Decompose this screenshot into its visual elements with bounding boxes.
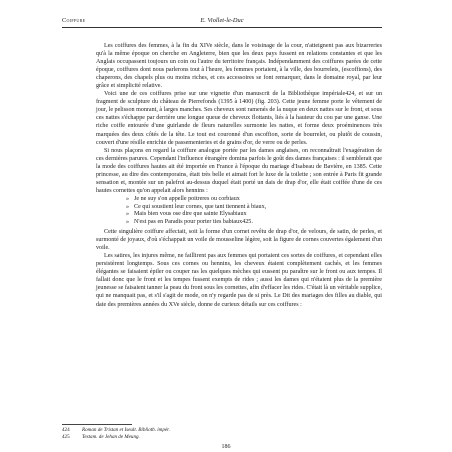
paragraph: Cette singulière coiffure affectait, soit la forme d'un cornet revêtu de drap d'or, de velours, de satin, de perles, et surmonté de joyaux, d'où s'échappait un voile de mousseline légère, soit la figure de cornes couvertes également d'un voile. [96, 229, 382, 252]
footnote [62, 434, 382, 441]
bullet-icon: » [126, 203, 130, 210]
verse-line: » Mais bien vous ose dire que sainte Elysabiaux [126, 211, 247, 218]
header-section: Coiffure [62, 17, 86, 24]
bullet-icon: » [126, 195, 130, 202]
bullet-icon: » [126, 211, 130, 218]
paragraph: Les coiffures des femmes, à la fin du XIVe siècle, dans le voisinage de la cour, n'atteignent pas aux bizarreries qu'à la même époque on cherche en Angleterre, bien que les deux pays fussent en relations constantes et que les Anglais occupassent toujours un coin ou l'autre du territoire français. Indépendamment des coiffures parées de cette époque, coiffures dont nous parlerons tout à l'heure, les femmes portaient, à la ville, des bourrelets, (escoffions), des chaperons, des chapels plus ou moins riches, et ces accessoires se font remarquer, dans le domaine royal, par leur grâce et simplicité relative. [96, 43, 382, 90]
body-text [96, 42, 382, 309]
header-rule [62, 27, 382, 28]
footnote-number: 425 [62, 434, 70, 440]
header-author: E. Viollet-le-Duc [200, 17, 244, 24]
footnote-text: Roman de Tristan et Iseult. Biblioth. impér. [82, 427, 170, 433]
paragraph: Les satires, les injures même, ne faillirent pas aux femmes qui portaient ces sortes de coiffures, et cependant elles persistèrent longtemps. Sous ces cornes ou hennins, les cheveux étaient complètement cachés, et les femmes élégantes se faisaient épiler ou couper ras les quelques mèches qui eussent pu paraître sur le front ou aux tempes. Il fallait donc que le front et les tempes fussent exempts de rides ; aussi les dames qui n'étaient plus de la première jeunesse se faisaient tanner la peau du front sous les cornettes, afin d'effacer les rides. C'était là un véritable supplice, qui ne manquait pas, et s'il s'agit de mode, on n'y regarde pas de si près. Le Dit des mariages des filles au diable, qui date des premières années du XVe siècle, donne de curieux détails sur ces coiffures : [96, 253, 382, 308]
verse-quote [126, 196, 382, 227]
paragraph: Voici une de ces coiffures prise sur une vignette d'un manuscrit de la Bibliothèque impériale424, et sur un fragment de sculpture du château de Pierrefonds (1395 à 1400) (fig. 203). Cette jeune femme porte le vêtement de jour, le pelisson monrant, à larges manches. Ses cheveux sont ramenés de la nuque en deux nattes sur le front, et sous ces nattes s'échappe par derrière une longue queue de cheveux flottants, liés à la hauteur du cou par une ganse. Une riche coiffe entourée d'une guirlande de fleurs naturelles surmonte les nattes, et forme deux proéminences très marquées des deux côtés de la tête. Le tout est couronné d'un escoffion, sorte de bourrelet, ou plutôt de coussin, couvert d'une résille enrichie de passementeries et de grains d'or, de verre ou de perles. [96, 91, 382, 146]
bullet-icon: » [126, 219, 130, 226]
paragraph: Si nous plaçons en regard la coiffure analogue portée par les dames anglaises, on reconnaîtrait l'exagération de ces dernières parures. Cependant l'influence étrangère domina parfois le goût des dames françaises : il semblerait que la mode des coiffures hautes ait été importée en France à l'époque du mariage d'Isabeau de Bavière, en 1385. Cette princesse, au dire des contemporains, était très belle et aimait fort le luxe de la toilette ; son entrée à Paris fit grande sensation et, montée sur un palefroi au-dessus duquel était porté un dais de drap d'or, elle était coiffée d'une de ces hautes cornettes qu'on appelait alors hennins : [96, 147, 382, 194]
verse-line: » N'est pas en Paradis pour porter ties babiaux425. [126, 219, 253, 226]
footnote-rule [62, 424, 132, 425]
footnote [62, 427, 382, 434]
footnotes [62, 427, 382, 441]
verse-line: » Je ne suy s'on appelle poitreres ou corbiaux [126, 195, 240, 202]
footnote-number: 424 [62, 427, 70, 433]
page-number: 186 [221, 444, 231, 450]
running-header [62, 16, 382, 26]
verse-line: » Ce qui soustient leur cornes, que tant tiennent à biaux, [126, 203, 267, 210]
footnote-text: Testam. de Jehan de Meung. [82, 434, 140, 440]
